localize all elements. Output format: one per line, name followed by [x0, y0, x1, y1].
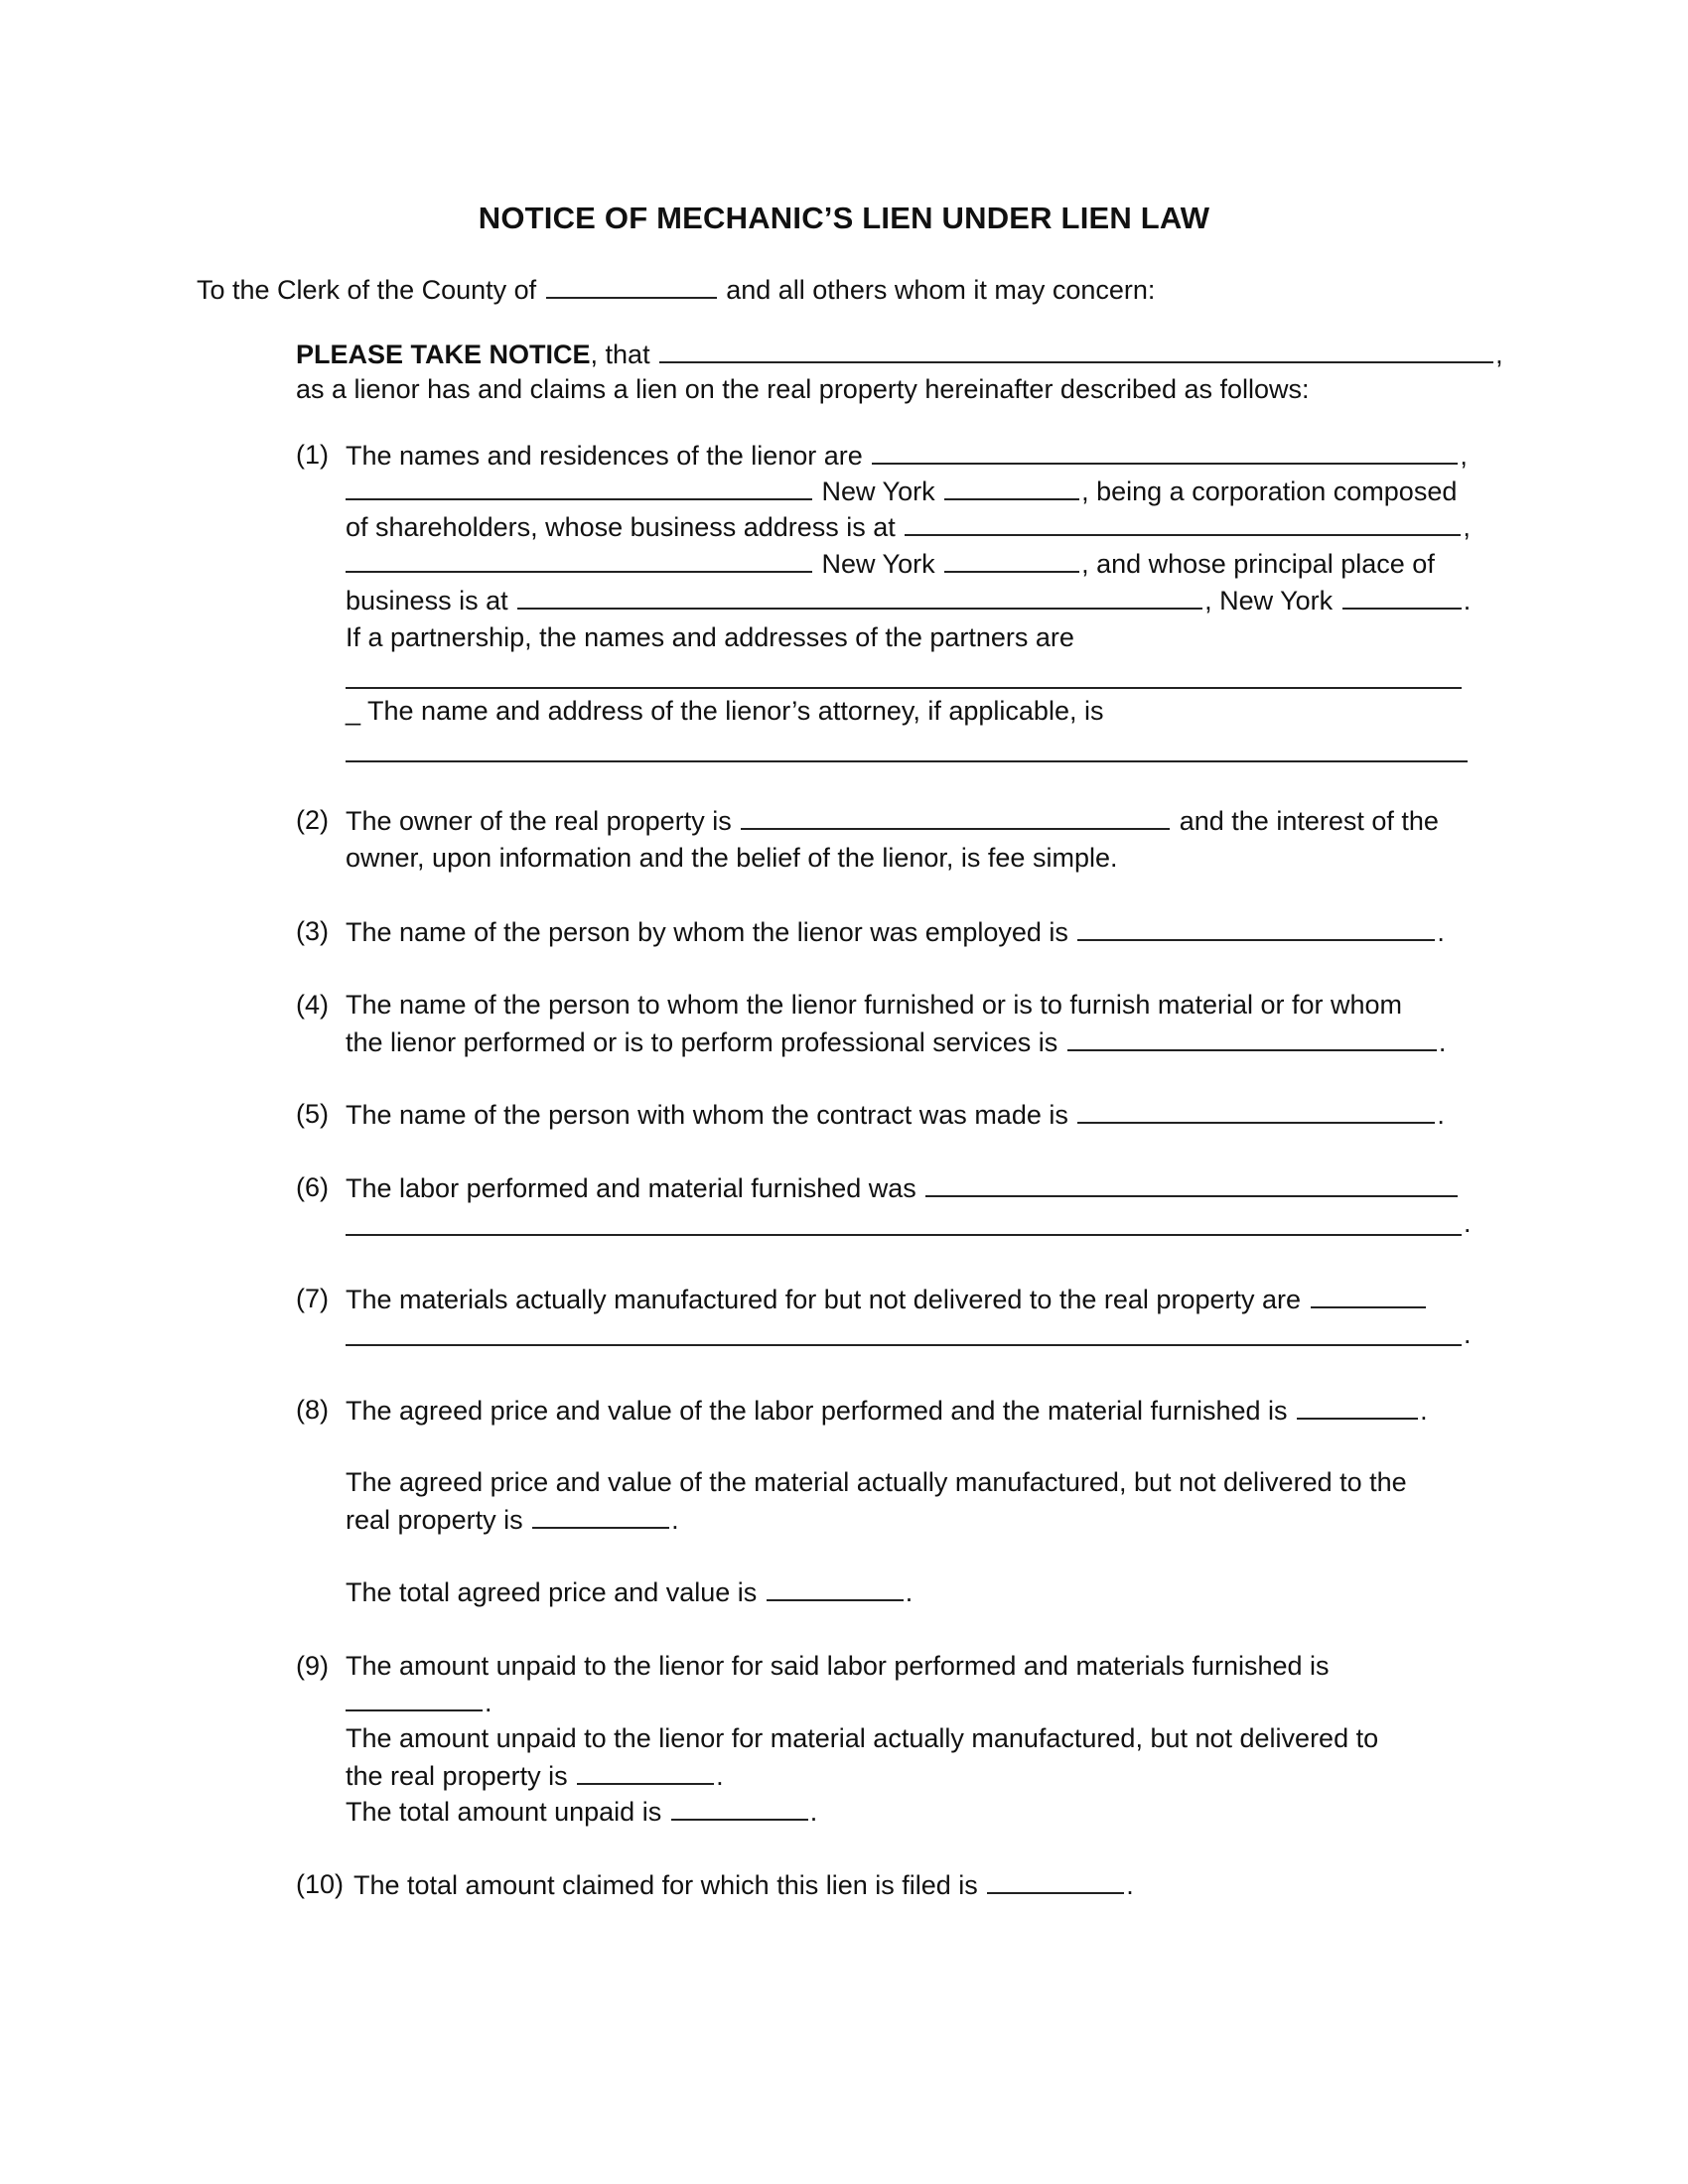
item-10-line	[353, 1868, 1134, 1901]
notice-lead-rest: , that	[590, 340, 650, 369]
business-zip-field[interactable]	[944, 547, 1079, 573]
item-1-line-4	[346, 547, 1435, 580]
residence-city-field[interactable]	[346, 475, 812, 500]
contract-person-field[interactable]	[1077, 1098, 1435, 1124]
item-6-text: The labor performed and material furnished was	[346, 1173, 916, 1203]
unpaid-labor-field[interactable]	[346, 1686, 483, 1711]
item-9-period-3: .	[809, 1797, 818, 1827]
item-3-number: (3)	[296, 916, 329, 946]
item-8-number: (8)	[296, 1395, 329, 1425]
item-9-line-4	[346, 1759, 724, 1792]
item-1-number: (1)	[296, 440, 329, 470]
item-5-period: .	[1437, 1100, 1445, 1130]
owner-field[interactable]	[741, 804, 1170, 830]
item-1-line-5	[346, 584, 1471, 616]
item-9-period-1: .	[485, 1688, 492, 1717]
item-5-number: (5)	[296, 1099, 329, 1129]
item-7-period: .	[1464, 1319, 1472, 1349]
item-1-text-5: business is at	[346, 586, 508, 615]
item-2-number: (2)	[296, 805, 329, 835]
item-8-text-4: The total agreed price and value is	[346, 1577, 758, 1607]
materials-field-1[interactable]	[1311, 1283, 1426, 1308]
item-8-text: The agreed price and value of the labor performed and the material furnished is	[346, 1396, 1288, 1426]
item-1-text-2: , being a corporation composed	[1081, 477, 1458, 506]
item-4-text-2: the lienor performed or is to perform professional services is	[346, 1027, 1058, 1057]
item-1-text-4: , and whose principal place of	[1081, 549, 1435, 579]
item-9-number: (9)	[296, 1651, 329, 1681]
item-3-text: The name of the person by whom the lienor was employed is	[346, 917, 1068, 947]
employer-field[interactable]	[1077, 915, 1435, 941]
attorney-field[interactable]	[346, 760, 1468, 762]
item-9-text-5: The total amount unpaid is	[346, 1797, 662, 1827]
intro-suffix: and all others whom it may concern:	[726, 275, 1156, 305]
item-8-period-1: .	[1420, 1396, 1428, 1426]
notice-line-1	[296, 338, 1503, 370]
item-9-line-2	[346, 1686, 492, 1718]
item-1-line-1	[346, 439, 1468, 472]
document-title: NOTICE OF MECHANIC’S LIEN UNDER LIEN LAW	[478, 201, 1210, 235]
residence-zip-field[interactable]	[944, 475, 1079, 500]
item-1-line-7: _ The name and address of the lienor’s attorney, if applicable, is	[346, 696, 1104, 726]
intro-prefix: To the Clerk of the County of	[197, 275, 537, 305]
item-10-period: .	[1126, 1870, 1134, 1900]
total-agreed-field[interactable]	[767, 1575, 904, 1601]
item-1-text-1: The names and residences of the lienor are	[346, 441, 863, 471]
item-6-line-1	[346, 1171, 1460, 1204]
item-2-line-2: owner, upon information and the belief of the lienor, is fee simple.	[346, 843, 1118, 873]
item-4-period: .	[1438, 1027, 1447, 1057]
agreed-price-material-field[interactable]	[532, 1503, 669, 1529]
unpaid-material-field[interactable]	[577, 1759, 714, 1785]
item-7-text: The materials actually manufactured for but not delivered to the real property are	[346, 1285, 1302, 1314]
item-3-line	[346, 915, 1445, 948]
notice-bold-lead: PLEASE TAKE NOTICE	[296, 340, 591, 369]
item-3-period: .	[1437, 917, 1445, 947]
item-9-text-4: the real property is	[346, 1761, 568, 1791]
principal-zip-field[interactable]	[1342, 584, 1462, 610]
item-10-number: (10)	[296, 1869, 345, 1899]
item-8-line-2: The agreed price and value of the material actually manufactured, but not delivered to the	[346, 1467, 1407, 1497]
item-6-number: (6)	[296, 1172, 329, 1202]
item-1-ny-2: New York	[821, 549, 935, 579]
item-8-line-1	[346, 1394, 1428, 1427]
item-9-line-5	[346, 1795, 817, 1828]
item-4-line-1: The name of the person to whom the lienor furnished or is to furnish material or for whom	[346, 990, 1403, 1020]
item-9-line-3: The amount unpaid to the lienor for material actually manufactured, but not delivered to	[346, 1723, 1379, 1753]
county-field[interactable]	[546, 273, 717, 299]
item-8-period-2: .	[671, 1505, 679, 1535]
item-1-line-2	[346, 475, 1457, 507]
item-5-text: The name of the person with whom the contract was made is	[346, 1100, 1068, 1130]
item-8-line-4	[346, 1575, 913, 1608]
partners-field[interactable]	[346, 687, 1462, 689]
labor-field-1[interactable]	[925, 1171, 1458, 1197]
business-city-field[interactable]	[346, 547, 812, 573]
item-7-number: (7)	[296, 1284, 329, 1313]
item-2-line-1	[346, 804, 1439, 837]
item-1-period: .	[1463, 586, 1472, 615]
labor-field-2[interactable]	[346, 1234, 1462, 1236]
notice-line-2: as a lienor has and claims a lien on the real property hereinafter described as follows:	[296, 374, 1310, 404]
item-7-line-1	[346, 1283, 1428, 1315]
notice-comma: ,	[1495, 340, 1503, 369]
item-1-ny-3: , New York	[1204, 586, 1334, 615]
business-address-field[interactable]	[905, 510, 1461, 536]
item-4-line-2	[346, 1025, 1446, 1058]
lienor-name-field[interactable]	[659, 338, 1493, 363]
item-8-text-3: real property is	[346, 1505, 523, 1535]
agreed-price-labor-field[interactable]	[1297, 1394, 1418, 1420]
furnished-to-field[interactable]	[1067, 1025, 1437, 1051]
item-6-period: .	[1464, 1208, 1472, 1238]
item-1-text-3: of shareholders, whose business address is at	[346, 512, 896, 542]
item-10-text: The total amount claimed for which this lien is filed is	[353, 1870, 978, 1900]
item-1-line-6: If a partnership, the names and addresses of the partners are	[346, 622, 1074, 652]
item-1-ny-1: New York	[821, 477, 935, 506]
item-8-period-3: .	[905, 1577, 914, 1607]
item-9-line-1: The amount unpaid to the lienor for said labor performed and materials furnished is	[346, 1651, 1330, 1681]
item-4-number: (4)	[296, 990, 329, 1020]
total-claimed-field[interactable]	[987, 1868, 1124, 1894]
principal-place-field[interactable]	[517, 584, 1202, 610]
item-1-line-3	[346, 510, 1471, 543]
item-1-comma-2: ,	[1463, 512, 1471, 542]
item-8-line-3	[346, 1503, 679, 1536]
item-9-period-2: .	[716, 1761, 724, 1791]
item-2-text-2: and the interest of the	[1179, 806, 1439, 836]
materials-field-2[interactable]	[346, 1344, 1462, 1346]
item-1-comma-1: ,	[1460, 441, 1468, 471]
item-5-line	[346, 1098, 1445, 1131]
item-2-text-1: The owner of the real property is	[346, 806, 732, 836]
lienor-names-field[interactable]	[872, 439, 1458, 465]
total-unpaid-field[interactable]	[671, 1795, 808, 1821]
intro-line	[197, 273, 1155, 306]
